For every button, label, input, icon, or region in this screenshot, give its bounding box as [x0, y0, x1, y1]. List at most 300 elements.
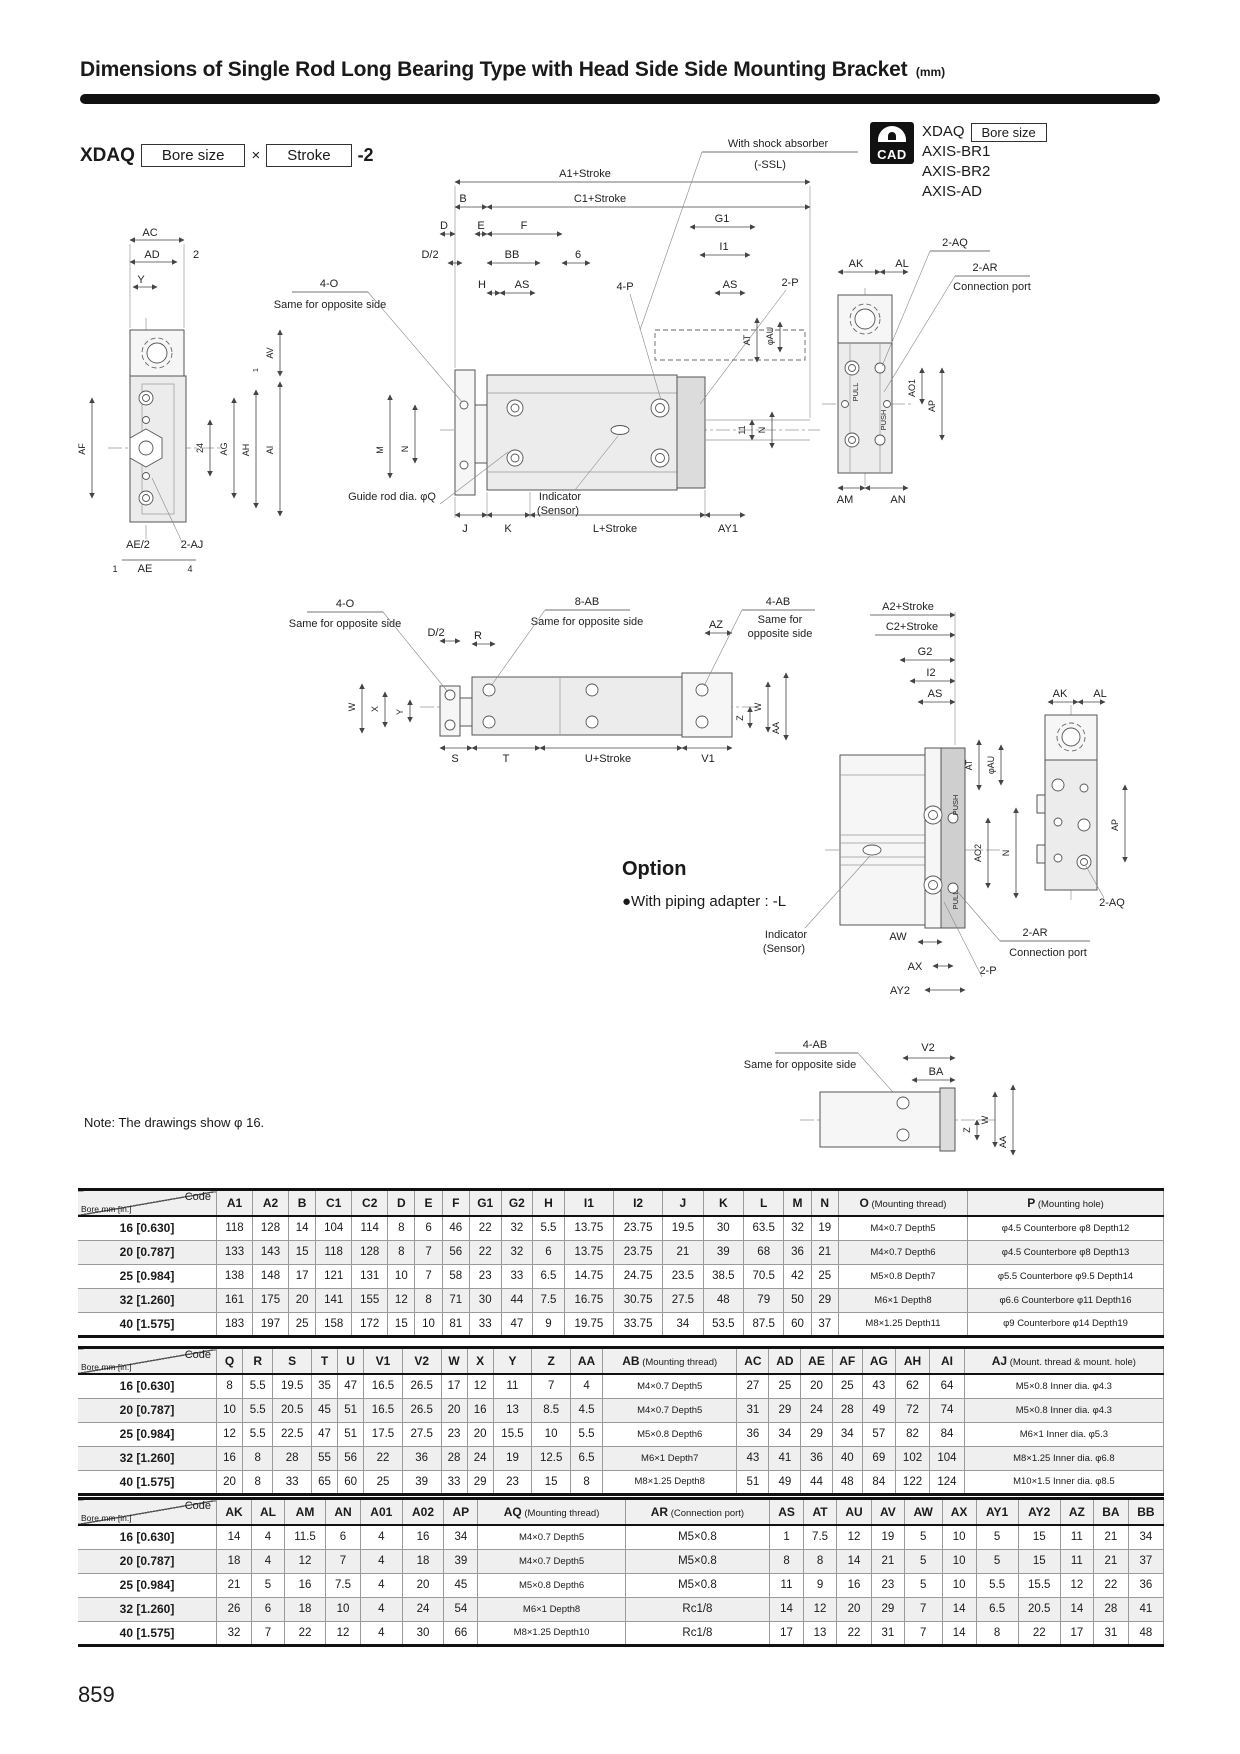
column-header: AA [571, 1348, 603, 1375]
value-cell: 60 [338, 1470, 364, 1494]
bore-size-cell: 25 [0.984] [78, 1264, 217, 1288]
value-cell: 70.5 [744, 1264, 784, 1288]
dim-E: E [477, 220, 485, 232]
value-cell: 17.5 [364, 1422, 403, 1446]
value-cell: 14.75 [564, 1264, 613, 1288]
dim-Y-b: Y [395, 708, 405, 716]
value-cell: M6×1 Depth8 [838, 1288, 967, 1312]
value-cell: 19.5 [273, 1374, 312, 1398]
value-cell: 25 [289, 1312, 316, 1336]
value-cell: 27.5 [663, 1288, 703, 1312]
dim-C2-stroke: C2+Stroke [885, 621, 939, 633]
column-header: AR (Connection port) [625, 1499, 769, 1526]
value-cell: 58 [442, 1264, 469, 1288]
times-sign: × [251, 147, 261, 164]
dim-AM: AM [836, 494, 854, 506]
table-row [78, 1312, 1164, 1336]
value-cell: 84 [930, 1422, 964, 1446]
column-header: Z [532, 1348, 571, 1375]
value-cell: 12 [1060, 1573, 1093, 1597]
value-cell: 84 [862, 1470, 895, 1494]
value-cell: 69 [862, 1446, 895, 1470]
value-cell: 17 [289, 1264, 316, 1288]
value-cell: 6 [533, 1240, 565, 1264]
value-cell: 24 [402, 1597, 444, 1621]
value-cell: 6.5 [976, 1597, 1018, 1621]
dim-24: 24 [195, 442, 205, 454]
bore-size-cell: 40 [1.575] [78, 1470, 217, 1494]
column-header: V2 [402, 1348, 441, 1375]
dim-Z-a: Z [735, 715, 745, 721]
value-cell: 7 [904, 1597, 942, 1621]
column-header: C1 [316, 1190, 352, 1217]
value-cell: 34 [769, 1422, 801, 1446]
value-cell: 30 [703, 1216, 743, 1240]
value-cell: 15 [1018, 1549, 1060, 1573]
dim-D2-b: D/2 [427, 627, 445, 639]
callout-indicator: Indicator [538, 491, 582, 503]
value-cell: 28 [832, 1398, 862, 1422]
value-cell: 29 [872, 1597, 905, 1621]
bore-size-cell: 40 [1.575] [78, 1621, 217, 1645]
dim-G2: G2 [917, 646, 933, 658]
value-cell: 5 [904, 1549, 942, 1573]
value-cell: 33.75 [613, 1312, 662, 1336]
value-cell: 5.5 [243, 1422, 273, 1446]
dim-1b: 1 [112, 564, 118, 574]
dim-W-b: W [753, 702, 763, 712]
bore-size-cell: 16 [0.630] [78, 1216, 217, 1240]
column-header: I1 [564, 1190, 613, 1217]
value-cell: 10 [388, 1264, 415, 1288]
value-cell: 34 [832, 1422, 862, 1446]
option-heading: Option [622, 858, 687, 880]
table-corner-header: Code Bore mm [in.] [78, 1499, 217, 1526]
value-cell: M5×0.8 Depth7 [838, 1264, 967, 1288]
value-cell: 32 [501, 1240, 533, 1264]
value-cell: 51 [338, 1398, 364, 1422]
value-cell: 21 [1093, 1525, 1128, 1549]
dimension-table-1 [78, 1188, 1164, 1338]
callout-2AQ-a: 2-AQ [942, 237, 968, 249]
value-cell: 14 [942, 1597, 976, 1621]
dim-AI: AI [265, 445, 275, 455]
dim-D2: D/2 [421, 249, 439, 261]
value-cell: φ5.5 Counterbore φ9.5 Depth14 [968, 1264, 1164, 1288]
value-cell: 21 [663, 1240, 703, 1264]
value-cell: 16.5 [364, 1398, 403, 1422]
option-section [622, 858, 786, 910]
column-header: AE [801, 1348, 832, 1375]
value-cell: 49 [862, 1398, 895, 1422]
value-cell: 10 [942, 1549, 976, 1573]
value-cell: 11 [1060, 1549, 1093, 1573]
dim-AN: AN [890, 494, 906, 506]
value-cell: 12 [326, 1621, 361, 1645]
value-cell: 23.5 [663, 1264, 703, 1288]
dim-T: T [502, 753, 510, 765]
dim-AO2: AO2 [973, 843, 983, 863]
value-cell: 5 [976, 1549, 1018, 1573]
value-cell: 30.75 [613, 1288, 662, 1312]
column-header: T [312, 1348, 338, 1375]
bore-size-cell: 25 [0.984] [78, 1422, 217, 1446]
column-header: AQ (Mounting thread) [478, 1499, 625, 1526]
dim-AC: AC [142, 227, 158, 239]
value-cell: 49 [769, 1470, 801, 1494]
dim-4: 4 [187, 564, 193, 574]
dim-BA: BA [928, 1066, 944, 1078]
stroke-box: Stroke [266, 144, 351, 167]
callout-2P-b: 2-P [979, 965, 997, 977]
value-cell: 14 [289, 1216, 316, 1240]
value-cell: 16 [217, 1446, 243, 1470]
drawing-note: Note: The drawings show φ 16. [84, 1115, 265, 1130]
column-header: AP [444, 1499, 478, 1526]
callout-2AR-b: 2-AR [1022, 927, 1048, 939]
value-cell: 71 [442, 1288, 469, 1312]
column-header: AI [930, 1348, 964, 1375]
dim-AX: AX [907, 961, 923, 973]
value-cell: M6×1 Inner dia. φ5.3 [964, 1422, 1163, 1446]
dim-W-c: W [980, 1115, 990, 1125]
value-cell: 41 [1128, 1597, 1163, 1621]
value-cell: 33 [273, 1470, 312, 1494]
value-cell: 23 [469, 1264, 501, 1288]
value-cell: 13.75 [564, 1240, 613, 1264]
dim-J: J [462, 523, 468, 535]
value-cell: 19.75 [564, 1312, 613, 1336]
value-cell: 39 [444, 1549, 478, 1573]
value-cell: 5.5 [243, 1374, 273, 1398]
table-row [78, 1398, 1164, 1422]
value-cell: 4 [360, 1597, 402, 1621]
dim-AF: AF [77, 443, 87, 455]
value-cell: 66 [444, 1621, 478, 1645]
value-cell: 148 [253, 1264, 289, 1288]
column-header: A1 [217, 1190, 253, 1217]
value-cell: 68 [744, 1240, 784, 1264]
value-cell: 8 [388, 1240, 415, 1264]
value-cell: 7 [415, 1264, 442, 1288]
column-header: AV [872, 1499, 905, 1526]
value-cell: 48 [1128, 1621, 1163, 1645]
label-pull-b: PULL [951, 890, 960, 910]
callout-4AB-b-note: Same for opposite side [743, 1059, 857, 1071]
value-cell: 10 [326, 1597, 361, 1621]
callout-connection-port-b: Connection port [1009, 947, 1087, 959]
value-cell: 55 [312, 1446, 338, 1470]
value-cell: 16 [467, 1398, 493, 1422]
value-cell: M4×0.7 Depth5 [478, 1549, 625, 1573]
column-header: AY2 [1018, 1499, 1060, 1526]
callout-shock-absorber: With shock absorber [727, 138, 829, 150]
value-cell: M8×1.25 Inner dia. φ6.8 [964, 1446, 1163, 1470]
value-cell: 6.5 [571, 1446, 603, 1470]
column-header: AT [804, 1499, 837, 1526]
value-cell: 12 [837, 1525, 872, 1549]
value-cell: 20.5 [273, 1398, 312, 1422]
value-cell: 15 [289, 1240, 316, 1264]
value-cell: 6 [415, 1216, 442, 1240]
value-cell: 22 [285, 1621, 326, 1645]
value-cell: 22.5 [273, 1422, 312, 1446]
callout-4AB-a: 4-AB [765, 596, 791, 608]
value-cell: 197 [253, 1312, 289, 1336]
value-cell: 11 [1060, 1525, 1093, 1549]
value-cell: 25 [811, 1264, 838, 1288]
value-cell: 102 [895, 1446, 929, 1470]
callout-4O: 4-O [319, 278, 339, 290]
value-cell: M4×0.7 Depth5 [478, 1525, 625, 1549]
value-cell: 14 [217, 1525, 252, 1549]
dim-I1: I1 [719, 241, 729, 253]
value-cell: 53.5 [703, 1312, 743, 1336]
dim-S: S [451, 753, 459, 765]
value-cell: 21 [1093, 1549, 1128, 1573]
value-cell: 5.5 [533, 1216, 565, 1240]
column-header: X [467, 1348, 493, 1375]
dim-2AJ: 2-AJ [180, 539, 204, 551]
value-cell: 30 [469, 1288, 501, 1312]
dim-K: K [504, 523, 512, 535]
plan-view [289, 596, 815, 765]
dim-AY2: AY2 [890, 985, 910, 997]
value-cell: 13 [493, 1398, 532, 1422]
value-cell: 28 [273, 1446, 312, 1470]
table-row [78, 1621, 1164, 1645]
dim-2P: 2-P [781, 277, 799, 289]
value-cell: 4.5 [571, 1398, 603, 1422]
value-cell: M8×1.25 Depth8 [603, 1470, 737, 1494]
column-header: AF [832, 1348, 862, 1375]
value-cell: M6×1 Depth8 [478, 1597, 625, 1621]
column-header: A02 [402, 1499, 444, 1526]
table-row [78, 1549, 1164, 1573]
value-cell: 16.75 [564, 1288, 613, 1312]
value-cell: M5×0.8 [625, 1549, 769, 1573]
value-cell: 16.5 [364, 1374, 403, 1398]
value-cell: 23.75 [613, 1240, 662, 1264]
value-cell: 64 [930, 1374, 964, 1398]
value-cell: 14 [837, 1549, 872, 1573]
value-cell: 62 [895, 1374, 929, 1398]
dim-U-stroke: U+Stroke [584, 753, 632, 765]
value-cell: 20 [837, 1597, 872, 1621]
value-cell: 143 [253, 1240, 289, 1264]
value-cell: 8 [770, 1549, 804, 1573]
column-header: Q [217, 1348, 243, 1375]
value-cell: 22 [469, 1216, 501, 1240]
value-cell: 7 [532, 1374, 571, 1398]
dim-AS-c: AS [927, 688, 943, 700]
column-header: L [744, 1190, 784, 1217]
column-header: AY1 [976, 1499, 1018, 1526]
column-header: F [442, 1190, 469, 1217]
table-row [78, 1374, 1164, 1398]
value-cell: 7.5 [326, 1573, 361, 1597]
dim-4P: 4-P [616, 281, 634, 293]
value-cell: 38.5 [703, 1264, 743, 1288]
value-cell: 161 [217, 1288, 253, 1312]
value-cell: 32 [217, 1621, 252, 1645]
value-cell: 15 [388, 1312, 415, 1336]
value-cell: 20 [441, 1398, 467, 1422]
value-cell: 16 [402, 1525, 444, 1549]
value-cell: 36 [801, 1446, 832, 1470]
dim-A2-stroke: A2+Stroke [882, 601, 934, 613]
callout-4AB-a-note1: Same for [757, 614, 803, 626]
value-cell: 12 [804, 1597, 837, 1621]
value-cell: M8×1.25 Depth10 [478, 1621, 625, 1645]
value-cell: 118 [316, 1240, 352, 1264]
dim-F: F [520, 220, 528, 232]
option-item: ●With piping adapter : -L [622, 893, 787, 910]
value-cell: M10×1.5 Inner dia. φ8.5 [964, 1470, 1163, 1494]
value-cell: 9 [804, 1573, 837, 1597]
value-cell: 15 [532, 1470, 571, 1494]
value-cell: 25 [832, 1374, 862, 1398]
value-cell: 37 [1128, 1549, 1163, 1573]
value-cell: 20 [467, 1422, 493, 1446]
column-header: AC [737, 1348, 769, 1375]
bore-size-cell: 32 [1.260] [78, 1446, 217, 1470]
column-header: N [811, 1190, 838, 1217]
dim-H: H [478, 279, 486, 291]
value-cell: 36 [784, 1240, 811, 1264]
bore-size-cell: 20 [0.787] [78, 1398, 217, 1422]
bottom-detail-view [744, 1039, 1013, 1155]
value-cell: 11 [770, 1573, 804, 1597]
dim-C1-stroke: C1+Stroke [573, 193, 627, 205]
value-cell: 48 [832, 1470, 862, 1494]
end-view-option [1037, 688, 1125, 909]
column-header: AD [769, 1348, 801, 1375]
value-cell: 124 [930, 1470, 964, 1494]
bore-size-cell: 16 [0.630] [78, 1525, 217, 1549]
column-header: AK [217, 1499, 252, 1526]
value-cell: 29 [811, 1288, 838, 1312]
dim-2: 2 [192, 249, 200, 261]
value-cell: 23.75 [613, 1216, 662, 1240]
value-cell: 8 [804, 1549, 837, 1573]
dim-AK-a: AK [848, 258, 864, 270]
bore-size-cell: 20 [0.787] [78, 1240, 217, 1264]
bore-size-cell: 20 [0.787] [78, 1549, 217, 1573]
callout-sensor-b: (Sensor) [762, 943, 806, 955]
value-cell: 26.5 [402, 1374, 441, 1398]
value-cell: 33 [469, 1312, 501, 1336]
value-cell: 22 [1093, 1573, 1128, 1597]
column-header: AB (Mounting thread) [603, 1348, 737, 1375]
column-header: AZ [1060, 1499, 1093, 1526]
label-push-b: PUSH [951, 794, 960, 816]
value-cell: 33 [501, 1264, 533, 1288]
dim-AP-a: AP [927, 399, 937, 413]
value-cell: 19 [872, 1525, 905, 1549]
value-cell: 118 [217, 1216, 253, 1240]
page-number: 859 [78, 1682, 115, 1707]
dim-AG: AG [219, 442, 229, 456]
column-header: AG [862, 1348, 895, 1375]
dim-phiAU-b: φAU [986, 755, 996, 775]
table-corner-header: Code Bore mm [in.] [78, 1348, 217, 1375]
value-cell: 4 [571, 1374, 603, 1398]
value-cell: 56 [442, 1240, 469, 1264]
table-row [78, 1422, 1164, 1446]
value-cell: 15.5 [493, 1422, 532, 1446]
value-cell: 17 [441, 1374, 467, 1398]
value-cell: 32 [501, 1216, 533, 1240]
value-cell: 56 [338, 1446, 364, 1470]
value-cell: 40 [832, 1446, 862, 1470]
value-cell: 4 [251, 1525, 284, 1549]
table-row [78, 1525, 1164, 1549]
value-cell: 44 [801, 1470, 832, 1494]
cad-bore-size-box: Bore size [971, 123, 1047, 142]
value-cell: 8 [243, 1470, 273, 1494]
value-cell: 5 [904, 1525, 942, 1549]
value-cell: 4 [360, 1621, 402, 1645]
value-cell: M5×0.8 [625, 1573, 769, 1597]
table-row [78, 1216, 1164, 1240]
value-cell: 12 [217, 1422, 243, 1446]
value-cell: Rc1/8 [625, 1621, 769, 1645]
value-cell: 47 [312, 1422, 338, 1446]
bore-size-box: Bore size [141, 144, 246, 167]
value-cell: 39 [402, 1470, 441, 1494]
value-cell: 17 [770, 1621, 804, 1645]
value-cell: Rc1/8 [625, 1597, 769, 1621]
side-view [274, 138, 858, 535]
value-cell: 33 [441, 1470, 467, 1494]
end-view-top [822, 237, 1031, 506]
value-cell: 29 [467, 1470, 493, 1494]
value-cell: 24.75 [613, 1264, 662, 1288]
dim-Z-b: Z [962, 1127, 972, 1133]
column-header: A01 [360, 1499, 402, 1526]
value-cell: 5.5 [243, 1398, 273, 1422]
value-cell: 4 [360, 1549, 402, 1573]
dim-B: B [459, 193, 467, 205]
value-cell: 74 [930, 1398, 964, 1422]
value-cell: 8 [217, 1374, 243, 1398]
value-cell: 16 [837, 1573, 872, 1597]
value-cell: 6 [326, 1525, 361, 1549]
value-cell: 36 [737, 1422, 769, 1446]
value-cell: 12 [467, 1374, 493, 1398]
dim-AP-b: AP [1110, 818, 1120, 832]
callout-4O-b: 4-O [335, 598, 355, 610]
value-cell: 8 [243, 1446, 273, 1470]
bore-size-cell: 40 [1.575] [78, 1312, 217, 1336]
value-cell: 10 [942, 1573, 976, 1597]
callout-sensor: (Sensor) [536, 505, 580, 517]
column-header: AU [837, 1499, 872, 1526]
value-cell: 4 [360, 1525, 402, 1549]
value-cell: 22 [1018, 1621, 1060, 1645]
dim-W-a: W [347, 702, 357, 712]
value-cell: 43 [737, 1446, 769, 1470]
piping-adapter-detail-view [763, 740, 1090, 997]
dim-AE: AE [137, 563, 153, 575]
value-cell: 11.5 [285, 1525, 326, 1549]
dim-11: 11 [737, 425, 747, 435]
callout-4AB-a-note2: opposite side [747, 628, 813, 640]
value-cell: 138 [217, 1264, 253, 1288]
value-cell: 42 [784, 1264, 811, 1288]
value-cell: 47 [338, 1374, 364, 1398]
